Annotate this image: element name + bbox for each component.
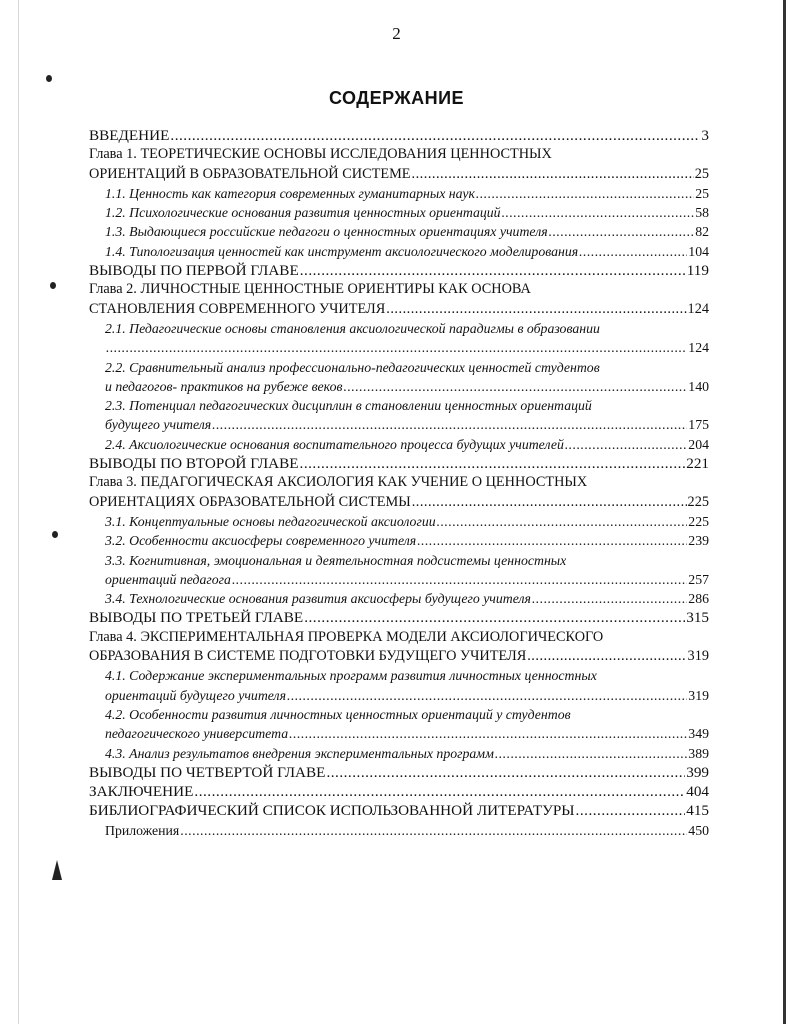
toc-entry-page: 399 (686, 763, 709, 781)
toc-entry-page: 204 (688, 436, 709, 452)
toc-entry-title: 1.2. Психологические основания развития ценностных ориентаций (105, 205, 501, 221)
scan-arrow-mark (52, 860, 62, 880)
dot-leader (527, 647, 686, 666)
toc-entry (89, 744, 709, 763)
scan-speck (46, 75, 52, 82)
dot-leader (106, 338, 687, 357)
dot-leader (437, 512, 688, 531)
toc-entry-line (105, 203, 709, 222)
toc-entry (89, 222, 709, 241)
toc-entry-line (89, 300, 709, 319)
toc-entry-title: 1.1. Ценность как категория современных гуманитарных наук (105, 185, 475, 201)
scan-speck (52, 531, 58, 538)
dot-leader (495, 744, 687, 763)
toc-entry-line (105, 744, 709, 763)
toc-entry-title: ОРИЕНТАЦИЯХ ОБРАЗОВАТЕЛЬНОЙ СИСТЕМЫ (89, 493, 411, 510)
toc-entry-title: и педагогов- практиков на рубеже веков (105, 378, 343, 394)
toc-entry-title: 3.4. Технологические основания развития аксиосферы будущего учителя (105, 591, 531, 607)
toc-entry-line (89, 647, 709, 666)
toc-entry (89, 551, 709, 590)
toc-entry-page: 319 (688, 687, 709, 703)
toc-entry-line (89, 493, 709, 512)
toc-entry-line (89, 261, 709, 280)
toc-entry-title: педагогического университета (105, 726, 289, 742)
toc-entry-page: 239 (688, 533, 709, 549)
toc-entry-page: 286 (688, 591, 709, 607)
toc-entry-title: 2.4. Аксиологические основания воспитательного процесса будущих учителей (105, 436, 564, 452)
toc-entry-title-line: Глава 1. ТЕОРЕТИЧЕСКИЕ ОСНОВЫ ИССЛЕДОВАНИЯ ЦЕННОСТНЫХ (89, 146, 552, 163)
toc-entry-line (105, 686, 709, 705)
toc-entry-page: 225 (687, 493, 709, 510)
toc-entry-page: 257 (688, 571, 709, 587)
toc-entry-page: 124 (688, 340, 709, 356)
toc-entry-line (105, 512, 709, 531)
page-number: 2 (392, 24, 401, 43)
toc-entry-title: ОРИЕНТАЦИЙ В ОБРАЗОВАТЕЛЬНОЙ СИСТЕМЕ (89, 165, 411, 182)
toc-entry-page: 450 (688, 822, 709, 838)
toc-entry-line (105, 570, 709, 589)
toc-entry-line (105, 377, 709, 396)
dot-leader (212, 415, 687, 434)
toc-title: СОДЕРЖАНИЕ (328, 88, 465, 108)
toc-entry (89, 628, 709, 667)
toc-entry (89, 782, 709, 801)
toc-entry-title-line: 4.2. Особенности развития личностных ценностных ориентаций у студентов (105, 706, 571, 722)
dot-leader (412, 165, 694, 184)
toc-entry-page: 221 (686, 455, 709, 473)
dot-leader (344, 377, 688, 396)
dot-leader (194, 782, 685, 801)
toc-entry-title-line: Глава 4. ЭКСПЕРИМЕНТАЛЬНАЯ ПРОВЕРКА МОДЕЛИ АКСИОЛОГИЧЕСКОГО (89, 628, 604, 645)
toc-entry-line (89, 454, 709, 473)
dot-leader (287, 686, 687, 705)
toc-entry-title-line: Глава 3. ПЕДАГОГИЧЕСКАЯ АКСИОЛОГИЯ КАК УЧЕНИЕ О ЦЕННОСТНЫХ (89, 474, 588, 491)
toc-entry-line (89, 763, 709, 782)
toc-entry (89, 184, 709, 203)
toc-entry-line (89, 165, 709, 184)
toc-entry-page: 104 (688, 243, 709, 259)
dot-leader (232, 570, 687, 589)
toc-entry-title: ОБРАЗОВАНИЯ В СИСТЕМЕ ПОДГОТОВКИ БУДУЩЕГО УЧИТЕЛЯ (89, 648, 527, 665)
toc-entry (89, 435, 709, 454)
toc-entry (89, 358, 709, 397)
toc-entry-line (89, 126, 709, 145)
toc-entry-title: 1.4. Типологизация ценностей как инструмент аксиологического моделирования (105, 243, 579, 259)
dot-leader (170, 126, 700, 145)
dot-leader (417, 531, 687, 550)
toc-entry-page: 3 (701, 127, 709, 144)
toc-entry (89, 319, 709, 358)
dot-leader (300, 261, 686, 280)
toc-entry (89, 261, 709, 280)
scan-right-edge (783, 0, 786, 1024)
dot-leader (180, 821, 687, 840)
toc-entry-line (105, 184, 709, 203)
toc-entry-page: 175 (688, 417, 709, 433)
toc-entry-title-line: 2.2. Сравнительный анализ профессионально-педагогических ценностей студентов (105, 359, 600, 375)
toc-entry-page: 25 (694, 165, 709, 182)
dot-leader (412, 493, 687, 512)
toc-entry-title: СТАНОВЛЕНИЯ СОВРЕМЕННОГО УЧИТЕЛЯ (89, 300, 386, 317)
dot-leader (549, 222, 695, 241)
toc-entry (89, 608, 709, 627)
table-of-contents (89, 126, 709, 840)
toc-entry-title: ВЫВОДЫ ПО ВТОРОЙ ГЛАВЕ (89, 455, 299, 473)
toc-entry-line (105, 222, 709, 241)
dot-leader (289, 724, 687, 743)
toc-entry-page: 315 (686, 609, 709, 627)
toc-entry-line (105, 435, 709, 454)
toc-entry (89, 145, 709, 184)
toc-entry-title: 3.2. Особенности аксиосферы современного учителя (105, 533, 417, 549)
dot-leader (576, 801, 686, 820)
toc-entry-page: 415 (686, 802, 709, 820)
toc-entry-page: 349 (688, 726, 709, 742)
toc-entry (89, 454, 709, 473)
toc-entry (89, 821, 709, 840)
toc-entry-line (105, 242, 709, 261)
dot-leader (304, 608, 685, 627)
toc-entry (89, 801, 709, 820)
toc-entry (89, 473, 709, 512)
toc-entry-title: БИБЛИОГРАФИЧЕСКИЙ СПИСОК ИСПОЛЬЗОВАННОЙ ЛИТЕРАТУРЫ (89, 802, 575, 820)
dot-leader (532, 589, 687, 608)
toc-entry-page: 140 (688, 378, 709, 394)
toc-entry-line (105, 338, 709, 357)
toc-entry-title: Приложения (105, 822, 180, 838)
toc-entry-title-line: 2.3. Потенциал педагогических дисциплин в становлении ценностных ориентаций (105, 398, 592, 414)
toc-entry-line (105, 415, 709, 434)
toc-entry-title: 1.3. Выдающиеся российские педагоги о ценностных ориентациях учителя (105, 224, 548, 240)
toc-entry-title: будущего учителя (105, 417, 212, 433)
dot-leader (386, 300, 686, 319)
toc-entry (89, 280, 709, 319)
toc-entry (89, 396, 709, 435)
toc-entry (89, 242, 709, 261)
toc-entry-page: 404 (686, 783, 709, 801)
toc-entry-line (105, 724, 709, 743)
toc-entry-page: 119 (686, 262, 709, 280)
toc-entry-page: 389 (688, 745, 709, 761)
dot-leader (476, 184, 694, 203)
dot-leader (565, 435, 687, 454)
scan-speck (50, 282, 56, 289)
dot-leader (502, 203, 695, 222)
toc-entry-title: ВЫВОДЫ ПО ЧЕТВЕРТОЙ ГЛАВЕ (89, 763, 326, 781)
toc-entry-page: 319 (687, 648, 709, 665)
toc-entry-title-line: Глава 2. ЛИЧНОСТНЫЕ ЦЕННОСТНЫЕ ОРИЕНТИРЫ КАК ОСНОВА (89, 281, 531, 298)
toc-entry-line (105, 821, 709, 840)
toc-entry-title: ориентаций педагога (105, 571, 231, 587)
toc-entry (89, 666, 709, 705)
toc-entry-line (105, 531, 709, 550)
toc-entry-title: ВЫВОДЫ ПО ПЕРВОЙ ГЛАВЕ (89, 262, 299, 280)
toc-entry-title-line: 4.1. Содержание экспериментальных программ развития личностных ценностных (105, 668, 597, 684)
toc-entry-line (89, 782, 709, 801)
dot-leader (326, 763, 685, 782)
toc-entry (89, 705, 709, 744)
toc-entry-line (89, 801, 709, 820)
toc-entry-page: 58 (695, 205, 709, 221)
toc-entry (89, 126, 709, 145)
toc-entry-title: ВВЕДЕНИЕ (89, 127, 170, 144)
toc-entry-page: 25 (695, 185, 709, 201)
toc-entry-title: 4.3. Анализ результатов внедрения экспериментальных программ (105, 745, 494, 761)
toc-entry (89, 531, 709, 550)
toc-entry-line (89, 608, 709, 627)
dot-leader (579, 242, 687, 261)
toc-entry-page: 82 (695, 224, 709, 240)
toc-entry (89, 203, 709, 222)
toc-entry-title: 3.1. Концептуальные основы педагогической аксиологии (105, 513, 436, 529)
toc-entry (89, 512, 709, 531)
toc-entry-page: 225 (688, 513, 709, 529)
toc-entry-title: ЗАКЛЮЧЕНИЕ (89, 783, 194, 801)
toc-entry-title-line: 2.1. Педагогические основы становления аксиологической парадигмы в образовании (105, 320, 600, 336)
toc-entry-title-line: 3.3. Когнитивная, эмоциональная и деятельностная подсистемы ценностных (105, 552, 567, 568)
toc-entry-title: ВЫВОДЫ ПО ТРЕТЬЕЙ ГЛАВЕ (89, 609, 304, 627)
toc-entry-title: ориентаций будущего учителя (105, 687, 286, 703)
dot-leader (300, 454, 686, 473)
scan-left-edge (18, 0, 19, 1024)
toc-entry-page: 124 (687, 300, 709, 317)
toc-entry (89, 589, 709, 608)
toc-entry (89, 763, 709, 782)
toc-entry-line (105, 589, 709, 608)
